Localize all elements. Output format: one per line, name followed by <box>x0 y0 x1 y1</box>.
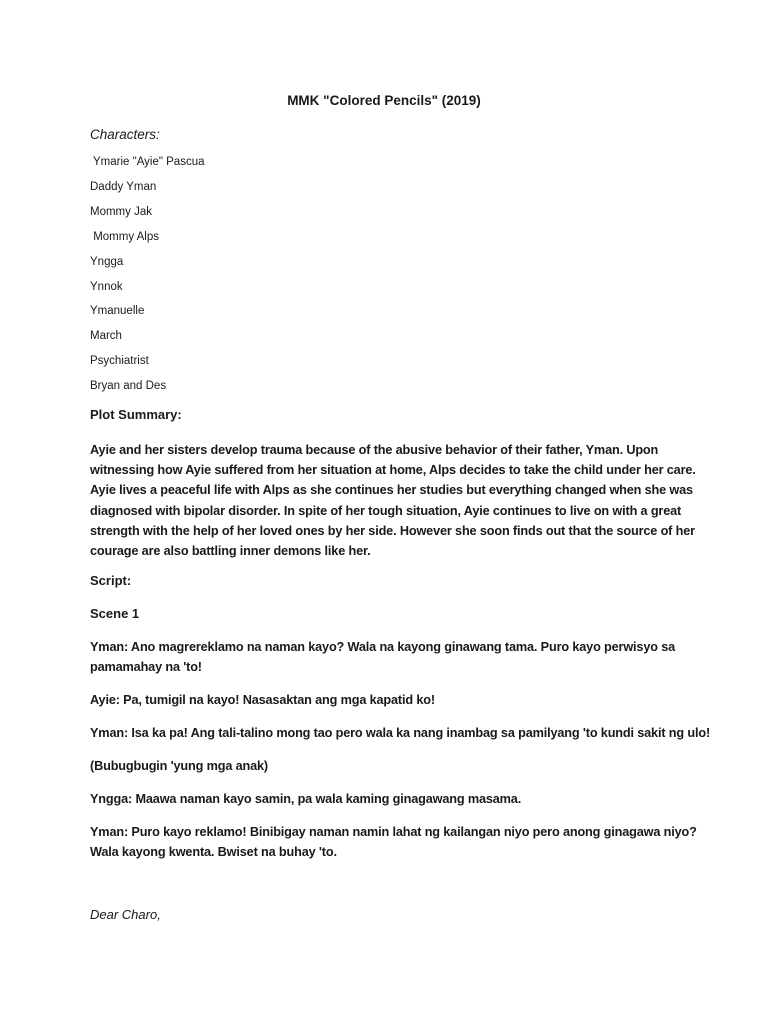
character-item: Mommy Jak <box>90 206 152 218</box>
plot-line: Ayie and her sisters develop trauma because of the abusive behavior of their father, Yman. Upon <box>90 443 659 457</box>
character-item: Bryan and Des <box>90 380 167 392</box>
character-item: Mommy Alps <box>90 231 160 243</box>
dialogue-text: Yman: Ano magrereklamo na naman kayo? Wala na kayong ginawang tama. Puro kayo perwisyo sa <box>90 640 676 654</box>
dialogue-text: pamamahay na 'to! <box>90 659 202 674</box>
dialogue-line <box>90 691 690 711</box>
character-item: Ymanuelle <box>90 305 145 317</box>
script-heading: Script: <box>90 573 132 588</box>
character-item: Ymarie "Ayie" Pascua <box>90 156 205 168</box>
dialogue-line <box>90 790 690 810</box>
scene-heading: Scene 1 <box>90 606 140 621</box>
character-item: Yngga <box>90 256 124 268</box>
dialogue-line <box>90 638 690 677</box>
dialogue-text: Yngga: Maawa naman kayo samin, pa wala kaming ginagawang masama. <box>90 792 522 806</box>
dialogue-line <box>90 724 711 744</box>
plot-line: diagnosed with bipolar disorder. In spite of her tough situation, Ayie continues to live on with a great <box>90 503 682 518</box>
character-item: Psychiatrist <box>90 355 149 367</box>
plot-line: strength with the help of her loved ones by her side. However she soon finds out that the source of her <box>90 523 695 538</box>
plot-summary-heading: Plot Summary: <box>90 407 182 422</box>
character-item: March <box>90 330 122 342</box>
character-item: Ynnok <box>90 281 123 293</box>
dialogue-text: Ayie: Pa, tumigil na kayo! Nasasaktan ang mga kapatid ko! <box>90 693 435 707</box>
character-item: Daddy Yman <box>90 181 157 193</box>
characters-heading: Characters: <box>90 127 160 142</box>
closing-salutation: Dear Charo, <box>90 907 161 922</box>
dialogue-text: Yman: Puro kayo reklamo! Binibigay naman namin lahat ng kailangan niyo pero anong ginagawa niyo? <box>90 825 697 839</box>
plot-line: Ayie lives a peaceful life with Alps as she continues her studies but everything changed when she was <box>90 483 693 498</box>
dialogue-text: (Bubugbugin 'yung mga anak) <box>90 759 268 773</box>
dialogue-text: Wala kayong kwenta. Bwiset na buhay 'to. <box>90 844 337 859</box>
dialogue-text: Yman: Isa ka pa! Ang tali-talino mong tao pero wala ka nang inambag sa pamilyang 'to kundi sakit ng ulo! <box>90 726 711 740</box>
dialogue-line <box>90 823 697 862</box>
plot-line: witnessing how Ayie suffered from her situation at home, Alps decides to take the child under her care. <box>90 463 696 478</box>
plot-line: courage are also battling inner demons like her. <box>90 544 371 559</box>
plot-summary-paragraph <box>90 440 696 561</box>
stage-direction <box>90 757 690 777</box>
document-title: MMK "Colored Pencils" (2019) <box>287 93 481 108</box>
